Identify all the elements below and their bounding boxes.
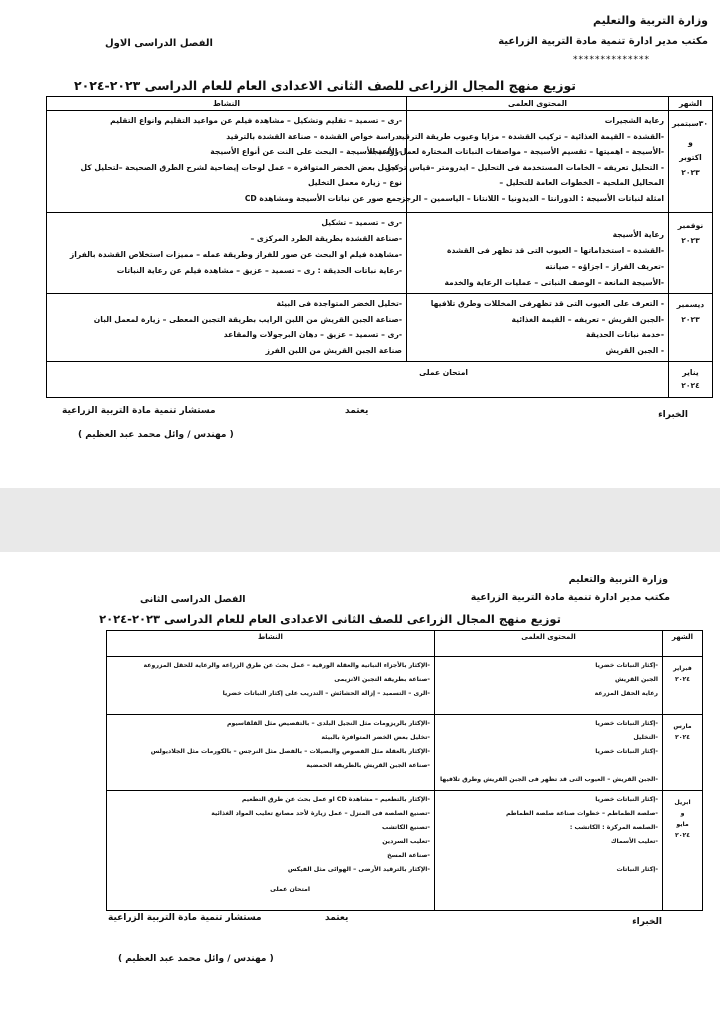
activity-line: -رى – تسميد – تقليم وتشكيل – مشاهدة فيلم عن مواعيد التقليم وانواع التقليم <box>110 116 402 125</box>
content-line: -الجبن القريش – العيوب التى قد تظهر فى الجبن القريش وطرق تلافيها <box>439 776 658 783</box>
content-cell <box>407 213 669 294</box>
exam-cell <box>47 362 669 398</box>
approval-label: يعتمد <box>325 913 349 923</box>
activity-line: صناعة الجبن القريش من اللبن الفرز <box>265 345 402 355</box>
content-line: رعاية الحقل المزرعة <box>594 690 658 697</box>
table-row <box>47 362 713 398</box>
activity-line: -الإكثار بالتطعيم – مشاهدة CD او عمل بحث عن طرق التطعيم <box>241 796 430 803</box>
activity-cell <box>107 791 435 911</box>
table-header-row <box>107 631 703 657</box>
content-line: -القشدة – استخداماتها – العيوب التى قد تظهر فى القشدة <box>447 246 664 255</box>
ministry-label: وزارة التربية والتعليم <box>568 574 668 585</box>
activity-line: -زراعة الأسيجة – البحث على النت عن أنواع الأسيجة <box>210 147 402 156</box>
ministry-label: وزارة التربية والتعليم <box>593 14 708 27</box>
month-line: نوفمبر <box>677 221 704 230</box>
month-line: ٢٠٢٣ <box>681 168 700 177</box>
content-line: امثلة لنباتات الأسيجة : الدورانتا – الديدونيا – اللانتانا – الياسمين – الرجز <box>400 193 664 203</box>
activity-cell <box>47 213 407 294</box>
activity-line: -الرى – التسميد – إزالة الحشائش – التدريب على إكثار النباتات خضريا <box>222 690 430 697</box>
month-line: ٢٠٢٤ <box>674 676 691 683</box>
activity-line: -رى – تسميد – عزيق – دهان البرجولات والمقاعد <box>223 330 402 339</box>
content-line: رعاية الأسيجة <box>612 230 664 239</box>
header-activity: النشاط <box>107 631 435 657</box>
term-label: الفصل الدراسى الثانى <box>140 594 246 605</box>
content-line: -الجبن القريش – تعريفه – القيمة الغذائية <box>511 314 664 324</box>
term-label: الفصل الدراسى الاول <box>105 38 213 49</box>
content-line: -الصلصة المركزة : الكاتشب : <box>569 824 658 831</box>
table-row <box>107 715 703 791</box>
activity-line: -الإكثار بالترقيد الأرضى – الهوائى مثل الفيكس <box>287 866 430 873</box>
month-line: ٢٠٢٣ <box>681 315 700 324</box>
activity-cell <box>107 657 435 715</box>
content-line: -تعريف الفراز – اجزاؤه – صيانته <box>545 262 664 271</box>
content-line: -الأسيجة – اهميتها – تقسيم الأسيجة – مواصفات النباتات المختارة لعمل الأسيجة <box>368 147 664 156</box>
consultant-label: مستشار تنمية مادة التربية الزراعية <box>108 913 262 923</box>
content-line: -إكثار النباتات خضريا <box>595 662 658 669</box>
consultant-name: ( مهندس / وائل محمد عبد العظيم ) <box>118 954 274 964</box>
activity-line: -تحليل بعض الخضر المتوافرة – عمل لوحات إيضاحية لشرح الطرق الصحيحة –لتحليل كل <box>80 162 402 172</box>
page-second-term <box>0 552 720 1012</box>
table-row <box>47 111 713 213</box>
activity-line: -صناعة الجبن القريش بالطريقة الحمضية <box>306 762 430 769</box>
activity-cell <box>47 294 407 362</box>
content-cell <box>407 294 669 362</box>
activity-line: -تعليب السردين <box>382 838 430 845</box>
activity-line: -تخليل الخضر المتواجدة فى البيئة <box>276 299 402 308</box>
header-content: المحتوى العلمى <box>435 631 663 657</box>
month-line: و <box>688 138 693 147</box>
header-month: الشهر <box>669 97 713 111</box>
month-cell <box>669 362 713 398</box>
table-header-row <box>47 97 713 111</box>
header-month: الشهر <box>663 631 703 657</box>
stars-line: ************** <box>573 55 650 65</box>
content-line: -الأسيجة المانعة – الوصف النباتى – عمليات الرعاية والخدمة <box>444 278 664 287</box>
plan-table <box>46 96 713 398</box>
content-cell <box>368 111 669 213</box>
doc-title: توزيع منهج المجال الزراعى للصف الثانى الاعدادى العام للعام الدراسى ٢٠٢٣-٢٠٢٤ <box>99 612 561 626</box>
activity-line: -صناعة المسخ <box>387 852 430 859</box>
month-cell <box>669 111 713 213</box>
exam-label: امتحان عملى <box>270 886 310 893</box>
table-row <box>107 657 703 715</box>
month-cell <box>669 294 713 362</box>
content-line: -إكثار النباتات خضريا <box>595 796 658 803</box>
activity-line: -رى – تسميد – تشكيل <box>321 218 402 227</box>
plan-table <box>106 630 703 911</box>
month-line: مايو <box>676 821 689 828</box>
month-cell <box>663 715 703 791</box>
activity-line: -الإكثار بالعقلة مثل الفصوص والبصيلات – بالفصل مثل النرجس – بالكورمات مثل الجلاديولس <box>150 748 430 755</box>
activity-line: -الإكثار بالأجزاء النباتية والعقلة الورقية – عمل بحث عن طرق الزراعة والرعاية للحقل المزروعة <box>143 662 430 669</box>
content-line <box>439 849 658 863</box>
activity-cell <box>107 715 435 791</box>
month-cell <box>663 791 703 911</box>
activity-line: -رعاية نباتات الحديقة : رى – تسميد – عزيق – مشاهدة فيلم عن رعاية النباتات <box>116 266 402 275</box>
content-line: -تعليب الأسماك <box>610 838 658 845</box>
experts-label: الخبراء <box>658 410 688 420</box>
consultant-name: ( مهندس / وائل محمد عبد العظيم ) <box>78 430 234 440</box>
activity-line: -الإكثار بالريزومات مثل النجيل البلدى – بالتفصيص مثل القلقاسيوم <box>226 720 430 727</box>
content-line: رعاية الشجيرات <box>604 116 664 125</box>
header-content: المحتوى العلمى <box>407 97 669 111</box>
office-label: مكتب مدير ادارة تنمية مادة التربية الزراعية <box>498 36 708 47</box>
content-line: -صلصة الطماطم – خطوات صناعة صلصة الطماطم <box>505 810 658 817</box>
month-line: فبراير <box>673 665 692 672</box>
month-cell <box>669 213 713 294</box>
table-row <box>107 791 703 911</box>
activity-line: -مشاهدة فيلم او البحث عن صور للفراز وطريقة عمله – مميزات استخلاص القشدة بالفراز <box>69 250 402 259</box>
month-line: ديسمبر <box>676 300 705 309</box>
month-line: ٣٠سبتمبر <box>672 119 708 128</box>
month-line: و <box>680 810 685 817</box>
content-line: -التخليل <box>633 734 658 741</box>
content-line: -إكثار النباتات خضريا <box>595 748 658 755</box>
month-line: ٢٠٢٤ <box>681 381 700 390</box>
content-line: - التعرف على العيوب التى قد تظهرفى المخللات وطرق تلافيها <box>430 299 664 308</box>
content-line: المحاليل الملحية – الخطوات العامة للتحليل – <box>499 178 664 187</box>
office-label: مكتب مدير ادارة تنمية مادة التربية الزراعية <box>470 592 670 603</box>
header-activity: النشاط <box>47 97 407 111</box>
exam-label: امتحان عملى <box>419 368 468 377</box>
activity-line: -تصنيع الكاتشب <box>382 824 430 831</box>
month-line: مارس <box>673 723 692 730</box>
content-line: -خدمة نباتات الحديقة <box>586 330 664 339</box>
activity-line: -صناعة بطريقة التجبن الانزيمى <box>334 676 430 683</box>
activity-line: -تصنيع الصلصة فى المنزل – عمل زيارة لأحد مصانع تعليب المواد الغذائية <box>211 810 430 817</box>
content-cell <box>435 715 663 791</box>
activity-line: -دراسة خواص القشدة – صناعة القشدة بالترقيد <box>226 131 402 141</box>
month-line: ٢٠٢٣ <box>681 236 700 245</box>
content-line: الجبن القريش <box>615 676 658 683</box>
content-cell <box>435 657 663 715</box>
month-line: ٢٠٢٤ <box>674 734 691 741</box>
table-row <box>47 294 713 362</box>
content-line <box>439 759 658 773</box>
month-line: ابريل <box>674 799 691 806</box>
content-line: - التحليل تعريفه – الخامات المستخدمة فى التحليل – ايدرومتر –قياس تركيز <box>386 162 664 172</box>
content-line: -إكثار النباتات <box>616 866 658 873</box>
table-row <box>47 213 713 294</box>
doc-title: توزيع منهج المجال الزراعى للصف الثانى الاعدادى العام للعام الدراسى ٢٠٢٣-٢٠٢٤ <box>73 78 576 93</box>
experts-label: الخبراء <box>632 917 662 927</box>
consultant-label: مستشار تنمية مادة التربية الزراعية <box>62 406 216 416</box>
activity-line: جمع صور عن نباتات الأسيجة ومشاهدة CD <box>244 193 402 203</box>
month-cell <box>663 657 703 715</box>
content-line: -القشدة – القيمة الغذائية – تركيب القشدة – مزايا وعيوب طريقة الترقيد <box>397 131 664 141</box>
month-line: يناير <box>682 368 699 377</box>
activity-line: نوع – زيارة معمل التخليل <box>308 178 402 187</box>
activity-line: -صناعة الجبن القريش من اللبن الرايب بطريقة التجبن المعطى – زيارة لمعمل البان <box>93 314 402 324</box>
activity-line: -صناعة القشدة بطريقة الطرد المركزى – <box>250 234 402 243</box>
content-line: - الجبن القريش <box>605 345 664 355</box>
month-line: ٢٠٢٤ <box>674 832 691 839</box>
content-line: -إكثار النباتات خضريا <box>595 720 658 727</box>
activity-line: -تخليل بعض الخضر المتوافرة بالبيئة <box>321 734 430 741</box>
activity-cell <box>47 111 407 213</box>
content-cell <box>435 791 663 911</box>
month-line: اكتوبر <box>679 153 702 162</box>
page-first-term <box>0 0 720 488</box>
approval-label: يعتمد <box>345 406 369 416</box>
